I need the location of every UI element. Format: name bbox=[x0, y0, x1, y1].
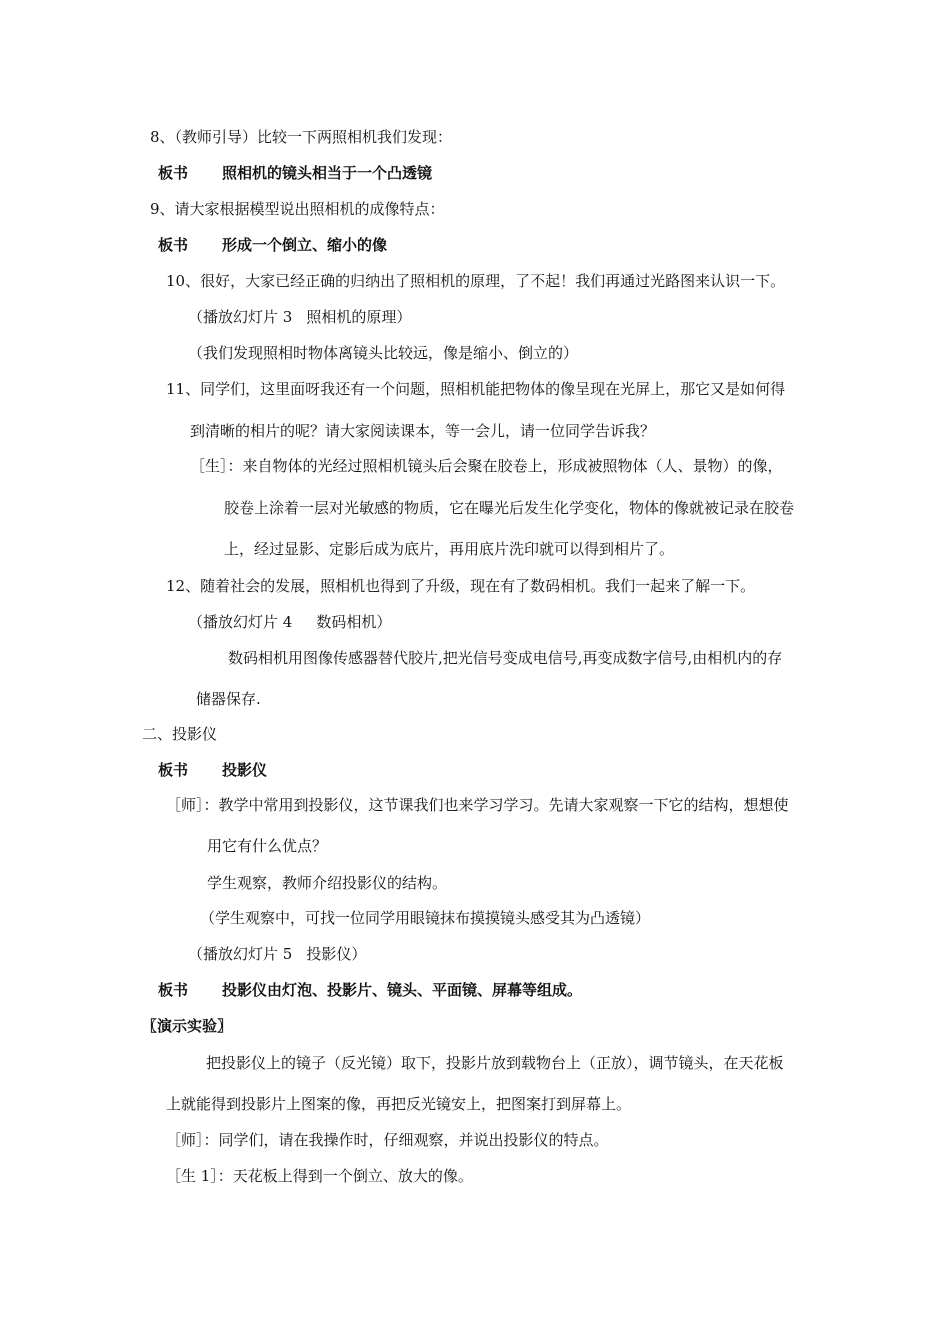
student-observe-note: 学生观察，教师介绍投影仪的结构。 bbox=[207, 874, 448, 892]
teacher-intro: ［师］：教学中常用到投影仪，这节课我们也来学习学习。先请大家观察一下它的结构，想想使 bbox=[166, 796, 789, 814]
teacher-intro-cont: 用它有什么优点？ bbox=[207, 837, 328, 855]
board-note-label: 板书 bbox=[158, 981, 189, 999]
observation-note: （我们发现照相时物体离镜头比较远，像是缩小、倒立的） bbox=[188, 344, 579, 362]
student-answer-1-cont-a: 胶卷上涂着一层对光敏感的物质，它在曝光后发生化学变化，物体的像就被记录在胶卷 bbox=[224, 499, 795, 517]
board-note-projector-parts bbox=[158, 980, 582, 1000]
board-note-text: 形成一个倒立、缩小的像 bbox=[222, 236, 388, 254]
digital-camera-description: 数码相机用图像传感器替代胶片,把光信号变成电信号,再变成数字信号,由相机内的存 bbox=[228, 649, 783, 667]
board-note-image bbox=[158, 235, 387, 255]
slide-note-title: 照相机的原理） bbox=[306, 308, 412, 326]
slide-note-title: 数码相机） bbox=[316, 613, 392, 631]
board-note-lens bbox=[158, 163, 432, 183]
slide-note-4 bbox=[188, 612, 391, 632]
board-note-label: 板书 bbox=[158, 236, 189, 254]
student-answer-1: ［生］：来自物体的光经过照相机镜头后会聚在胶卷上，形成被照物体（人、景物）的像， bbox=[190, 457, 783, 475]
slide-note-label: （播放幻灯片 5 bbox=[188, 945, 293, 963]
board-note-text: 投影仪由灯泡、投影片、镜头、平面镜、屏幕等组成。 bbox=[222, 981, 583, 999]
paragraph-step-8: 8、（教师引导）比较一下两照相机我们发现： bbox=[150, 128, 453, 146]
slide-note-label: （播放幻灯片 4 bbox=[188, 613, 293, 631]
board-note-label: 板书 bbox=[158, 164, 189, 182]
demo-experiment-heading: 〖演示实验〗 bbox=[142, 1017, 233, 1035]
demo-experiment-text: 把投影仪上的镜子（反光镜）取下，投影片放到载物台上（正放），调节镜头，在天花板 bbox=[206, 1054, 784, 1072]
teacher-instruction: ［师］：同学们，请在我操作时，仔细观察，并说出投影仪的特点。 bbox=[166, 1131, 609, 1149]
paragraph-step-11: 11、同学们，这里面呀我还有一个问题，照相机能把物体的像呈现在光屏上，那它又是如何得 bbox=[166, 380, 786, 398]
digital-camera-description-cont: 储器保存. bbox=[196, 690, 261, 708]
paragraph-step-10: 10、很好，大家已经正确的归纳出了照相机的原理，了不起！我们再通过光路图来认识一下。 bbox=[166, 272, 786, 290]
student-answer-1-cont-b: 上，经过显影、定影后成为底片，再用底片洗印就可以得到相片了。 bbox=[224, 540, 675, 558]
slide-note-label: （播放幻灯片 3 bbox=[188, 308, 293, 326]
paragraph-step-9: 9、请大家根据模型说出照相机的成像特点： bbox=[150, 200, 445, 218]
board-note-label: 板书 bbox=[158, 761, 189, 779]
student-answer-2: ［生 1］：天花板上得到一个倒立、放大的像。 bbox=[166, 1167, 473, 1185]
slide-note-5 bbox=[188, 944, 366, 964]
board-note-text: 投影仪 bbox=[222, 761, 268, 779]
slide-note-title: 投影仪） bbox=[306, 945, 367, 963]
slide-note-3 bbox=[188, 307, 411, 327]
observation-tip: （学生观察中，可找一位同学用眼镜抹布摸摸镜头感受其为凸透镜） bbox=[200, 909, 651, 927]
paragraph-step-12: 12、随着社会的发展，照相机也得到了升级，现在有了数码相机。我们一起来了解一下。 bbox=[166, 577, 756, 595]
section-heading-projector: 二、投影仪 bbox=[142, 725, 218, 743]
paragraph-step-11-cont: 到清晰的相片的呢？请大家阅读课本，等一会儿，请一位同学告诉我？ bbox=[190, 422, 656, 440]
board-note-text: 照相机的镜头相当于一个凸透镜 bbox=[222, 164, 433, 182]
demo-experiment-text-cont: 上就能得到投影片上图案的像，再把反光镜安上，把图案打到屏幕上。 bbox=[166, 1095, 632, 1113]
board-note-projector bbox=[158, 760, 267, 780]
